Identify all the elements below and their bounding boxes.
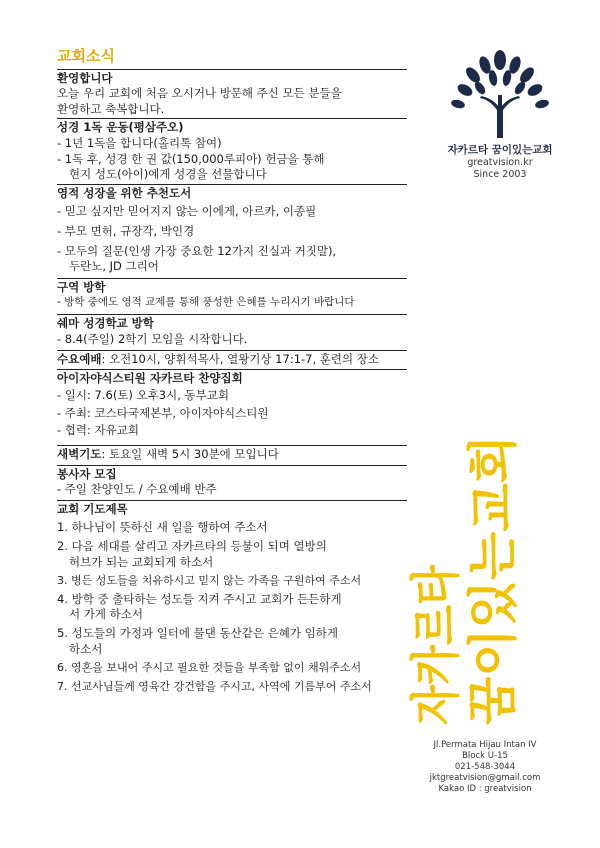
since-label: Since 2003: [473, 169, 527, 180]
website: greatvision.kr: [467, 157, 533, 168]
shema-heading: 쉐마 성경학교 방학: [57, 314, 407, 332]
brand-name: [420, 142, 580, 157]
prayer-item: 3. 병든 성도들을 치유하시고 믿지 않는 가족을 구원하여 주소서: [57, 574, 362, 588]
book-item: - 믿고 싶지만 믿어지지 않는 이에게, 아르카, 이종필: [57, 204, 317, 219]
brand-name-part2: 꿈이있는교회: [491, 144, 553, 156]
wednesday-row: [57, 350, 407, 368]
prayer-item: 서 가게 하소서: [69, 607, 143, 622]
books-heading: 영적 성장을 위한 추천도서: [57, 184, 407, 202]
welcome-line: 오늘 우리 교회에 처음 오시거나 방문해 주신 모든 분들을: [57, 86, 342, 101]
choir-line: - 주최: 코스타국제본부, 아이자야식스티원: [57, 405, 269, 420]
vertical-title: [407, 430, 540, 730]
choir-line: - 협력: 자유교회: [57, 423, 139, 438]
page-title: 교회소식: [57, 47, 115, 65]
book-item: - 부모 면허, 규장각, 박인경: [57, 223, 195, 238]
choir-heading: 아이자야식스티원 자카르타 찬양집회: [57, 369, 407, 387]
district-heading: 구역 방학: [57, 278, 407, 296]
logo-block: [420, 40, 580, 181]
address-line: Block U-15: [462, 751, 508, 761]
choir-line: - 일시: 7.6(토) 오후3시, 동부교회: [57, 388, 229, 403]
wednesday-text: : 오전10시, 양휘석목사, 열왕기상 17:1-7, 훈련의 장소: [101, 352, 379, 367]
prayer-item: 4. 방학 중 출타하는 성도들 지켜 주시고 교회가 든든하게: [57, 591, 342, 606]
prayer-heading: 교회 기도제목: [57, 500, 407, 518]
prayer-item: 허브가 되는 교회되게 하소서: [69, 554, 214, 569]
contact-block: [425, 740, 545, 795]
bible-line: 현지 성도(아이)에게 성경을 선물합니다: [69, 167, 267, 182]
tree-icon: [445, 40, 555, 140]
address-line: Jl.Permata Hijau Intan IV: [433, 740, 537, 750]
kakao-id: Kakao ID : greatvision: [438, 784, 532, 794]
book-item: 두란노, JD 그리어: [69, 259, 159, 274]
wednesday-label: 수요예배: [57, 352, 102, 367]
prayer-item: 5. 성도들의 가정과 일터에 물댄 동산같은 은혜가 임하게: [57, 626, 338, 640]
phone: 021-548-3044: [454, 762, 516, 772]
prayer-item: 6. 영혼을 보내어 주시고 필요한 것들을 부족함 없이 채워주소서: [57, 661, 362, 675]
dawn-text: : 토요일 새벽 5시 30분에 모입니다: [101, 447, 279, 462]
district-line: - 방학 중에도 영적 교제를 통해 풍성한 은혜를 누리시기 바랍니다: [57, 296, 355, 309]
book-item: - 모두의 질문(인생 가장 중요한 12가지 진실과 거짓말),: [57, 243, 337, 258]
volunteer-line: - 주일 찬양인도 / 수요예배 반주: [57, 482, 217, 497]
bible-line: - 1독 후, 성경 한 권 값(150,000루피아) 헌금을 통해: [57, 151, 325, 166]
dawn-row: [57, 445, 407, 463]
prayer-item: 7. 선교사님들께 영육간 강건함을 주시고, 사역에 기름부어 주소서: [57, 679, 372, 693]
vertical-title-line1: 자카르타: [407, 531, 465, 725]
news-column: [57, 45, 407, 694]
vertical-title-line2: 꿈이있는교회: [464, 435, 522, 725]
dawn-label: 새벽기도: [57, 447, 102, 462]
prayer-item: 1. 하나님이 뜻하신 새 일을 행하여 주소서: [57, 520, 268, 535]
volunteer-heading: 봉사자 모집: [57, 465, 407, 483]
prayer-item: 하소서: [69, 641, 103, 656]
prayer-item: 2. 다음 세대를 살리고 자카르타의 등불이 되며 열방의: [57, 539, 327, 554]
shema-line: - 8.4(주일) 2학기 모임을 시작합니다.: [57, 331, 248, 346]
email: jktgreatvision@gmail.com: [429, 773, 541, 783]
brand-name-part1: 자카르타: [447, 144, 492, 156]
welcome-heading: 환영합니다: [57, 69, 407, 87]
bible-line: - 1년 1독을 합니다(홀리톡 참여): [57, 135, 222, 150]
welcome-line: 환영하고 축복합니다.: [57, 101, 165, 116]
bible-heading: 성경 1독 운동(평삼주오): [57, 118, 407, 136]
